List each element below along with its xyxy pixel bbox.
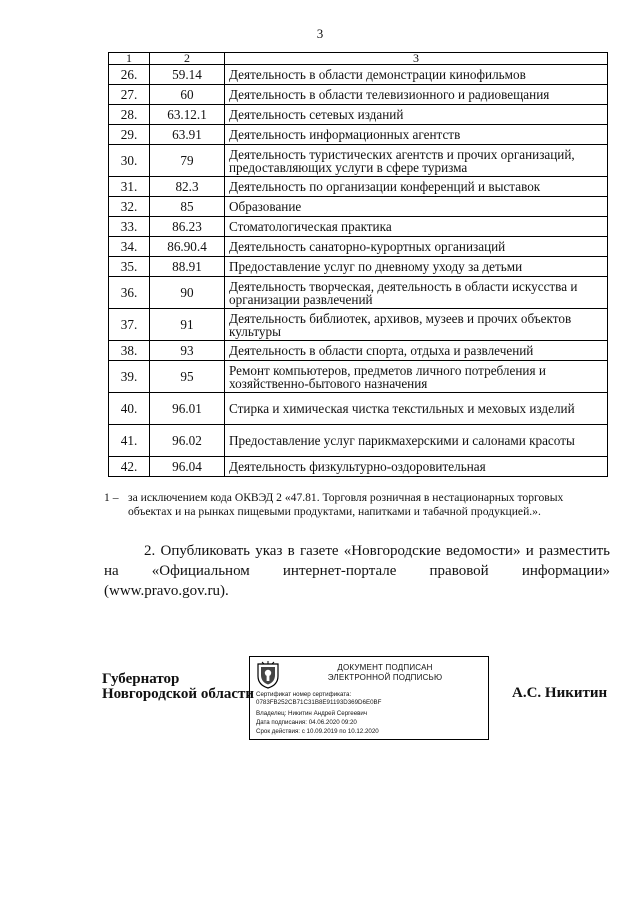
stamp-title: [282, 663, 488, 683]
row-description: Деятельность в области демонстрации кинофильмов: [225, 65, 608, 85]
row-number: 42.: [109, 457, 150, 477]
row-description: Деятельность сетевых изданий: [225, 105, 608, 125]
row-code: 85: [150, 197, 225, 217]
signer-title-line2: Новгородской области: [102, 686, 255, 702]
row-code: 93: [150, 341, 225, 361]
footnote-marker: 1 –: [104, 491, 119, 504]
row-number: 28.: [109, 105, 150, 125]
row-description: Деятельность санаторно-курортных организаций: [225, 237, 608, 257]
row-number: 31.: [109, 177, 150, 197]
row-code: 91: [150, 309, 225, 341]
electronic-signature-stamp: [249, 656, 489, 740]
table-row: [109, 65, 608, 85]
row-number: 39.: [109, 361, 150, 393]
row-code: 79: [150, 145, 225, 177]
table-row: [109, 237, 608, 257]
row-number: 35.: [109, 257, 150, 277]
table-row: [109, 361, 608, 393]
row-number: 40.: [109, 393, 150, 425]
row-code: 96.01: [150, 393, 225, 425]
stamp-cert-label: Сертификат номер сертификата:: [256, 691, 352, 698]
header-description: 3: [225, 53, 608, 65]
signer-title: [102, 672, 254, 702]
publication-paragraph: 2. Опубликовать указ в газете «Новгородские ведомости» и разместить на «Официальном интернет-портале правовой информации» (www.pravo.gov.ru).: [104, 543, 610, 599]
stamp-title-line1: ДОКУМЕНТ ПОДПИСАН: [337, 663, 433, 672]
row-code: 90: [150, 277, 225, 309]
table-row: [109, 425, 608, 457]
table-row: [109, 457, 608, 477]
row-number: 27.: [109, 85, 150, 105]
table-row: [109, 105, 608, 125]
stamp-title-line2: ЭЛЕКТРОННОЙ ПОДПИСЬЮ: [327, 673, 443, 682]
row-description: Деятельность в области спорта, отдыха и развлечений: [225, 341, 608, 361]
stamp-cert-number: 0783FB252CB71C31B8E91193D369D6E0BF: [256, 699, 382, 706]
row-description: Деятельность библиотек, архивов, музеев и прочих объектов культуры: [225, 309, 608, 341]
table-row: [109, 125, 608, 145]
row-code: 88.91: [150, 257, 225, 277]
row-number: 34.: [109, 237, 150, 257]
signer-name: А.С. Никитин: [512, 685, 608, 701]
table-row: [109, 277, 608, 309]
table-row: [109, 393, 608, 425]
table-row: [109, 197, 608, 217]
footnote-text: за исключением кода ОКВЭД 2 «47.81. Торговля розничная в нестационарных торговых объектах и на рынках пищевыми продуктами, напитками и табачной продукцией.».: [128, 491, 564, 518]
coat-of-arms-icon: [256, 661, 280, 689]
row-description: Деятельность в области телевизионного и радиовещания: [225, 85, 608, 105]
table-row: [109, 309, 608, 341]
okved-table: [108, 52, 608, 477]
row-number: 38.: [109, 341, 150, 361]
table-row: [109, 85, 608, 105]
table-row: [109, 177, 608, 197]
row-number: 32.: [109, 197, 150, 217]
table-row: [109, 217, 608, 237]
table-row: [109, 145, 608, 177]
row-number: 26.: [109, 65, 150, 85]
stamp-owner: Владелец: Никитин Андрей Сергеевич: [256, 710, 368, 717]
row-number: 41.: [109, 425, 150, 457]
row-number: 30.: [109, 145, 150, 177]
row-number: 37.: [109, 309, 150, 341]
row-code: 96.02: [150, 425, 225, 457]
row-code: 59.14: [150, 65, 225, 85]
row-description: Деятельность физкультурно-оздоровительная: [225, 457, 608, 477]
row-code: 63.12.1: [150, 105, 225, 125]
row-number: 36.: [109, 277, 150, 309]
table-row: [109, 341, 608, 361]
row-code: 86.23: [150, 217, 225, 237]
signer-title-line1: Губернатор: [102, 671, 180, 687]
row-code: 95: [150, 361, 225, 393]
row-number: 29.: [109, 125, 150, 145]
header-number: 1: [109, 53, 150, 65]
row-description: Деятельность туристических агентств и прочих организаций, предоставляющих услуги в сфере туризма: [225, 145, 608, 177]
header-code: 2: [150, 53, 225, 65]
row-number: 33.: [109, 217, 150, 237]
stamp-signed-date: Дата подписания: 04.06.2020 09:20: [256, 719, 357, 726]
row-code: 86.90.4: [150, 237, 225, 257]
row-description: Деятельность по организации конференций и выставок: [225, 177, 608, 197]
table-header-row: [109, 53, 608, 65]
page-number: 3: [316, 26, 324, 41]
row-description: Образование: [225, 197, 608, 217]
row-description: Деятельность информационных агентств: [225, 125, 608, 145]
row-description: Стоматологическая практика: [225, 217, 608, 237]
row-description: Ремонт компьютеров, предметов личного потребления и хозяйственно-бытового назначения: [225, 361, 608, 393]
row-code: 96.04: [150, 457, 225, 477]
row-description: Предоставление услуг по дневному уходу за детьми: [225, 257, 608, 277]
footnote: [104, 491, 610, 518]
row-code: 60: [150, 85, 225, 105]
table-row: [109, 257, 608, 277]
row-code: 63.91: [150, 125, 225, 145]
stamp-validity: Срок действия: с 10.09.2019 по 10.12.2020: [256, 728, 379, 735]
row-description: Стирка и химическая чистка текстильных и меховых изделий: [225, 393, 608, 425]
row-code: 82.3: [150, 177, 225, 197]
row-description: Деятельность творческая, деятельность в области искусства и организации развлечений: [225, 277, 608, 309]
row-description: Предоставление услуг парикмахерскими и салонами красоты: [225, 425, 608, 457]
